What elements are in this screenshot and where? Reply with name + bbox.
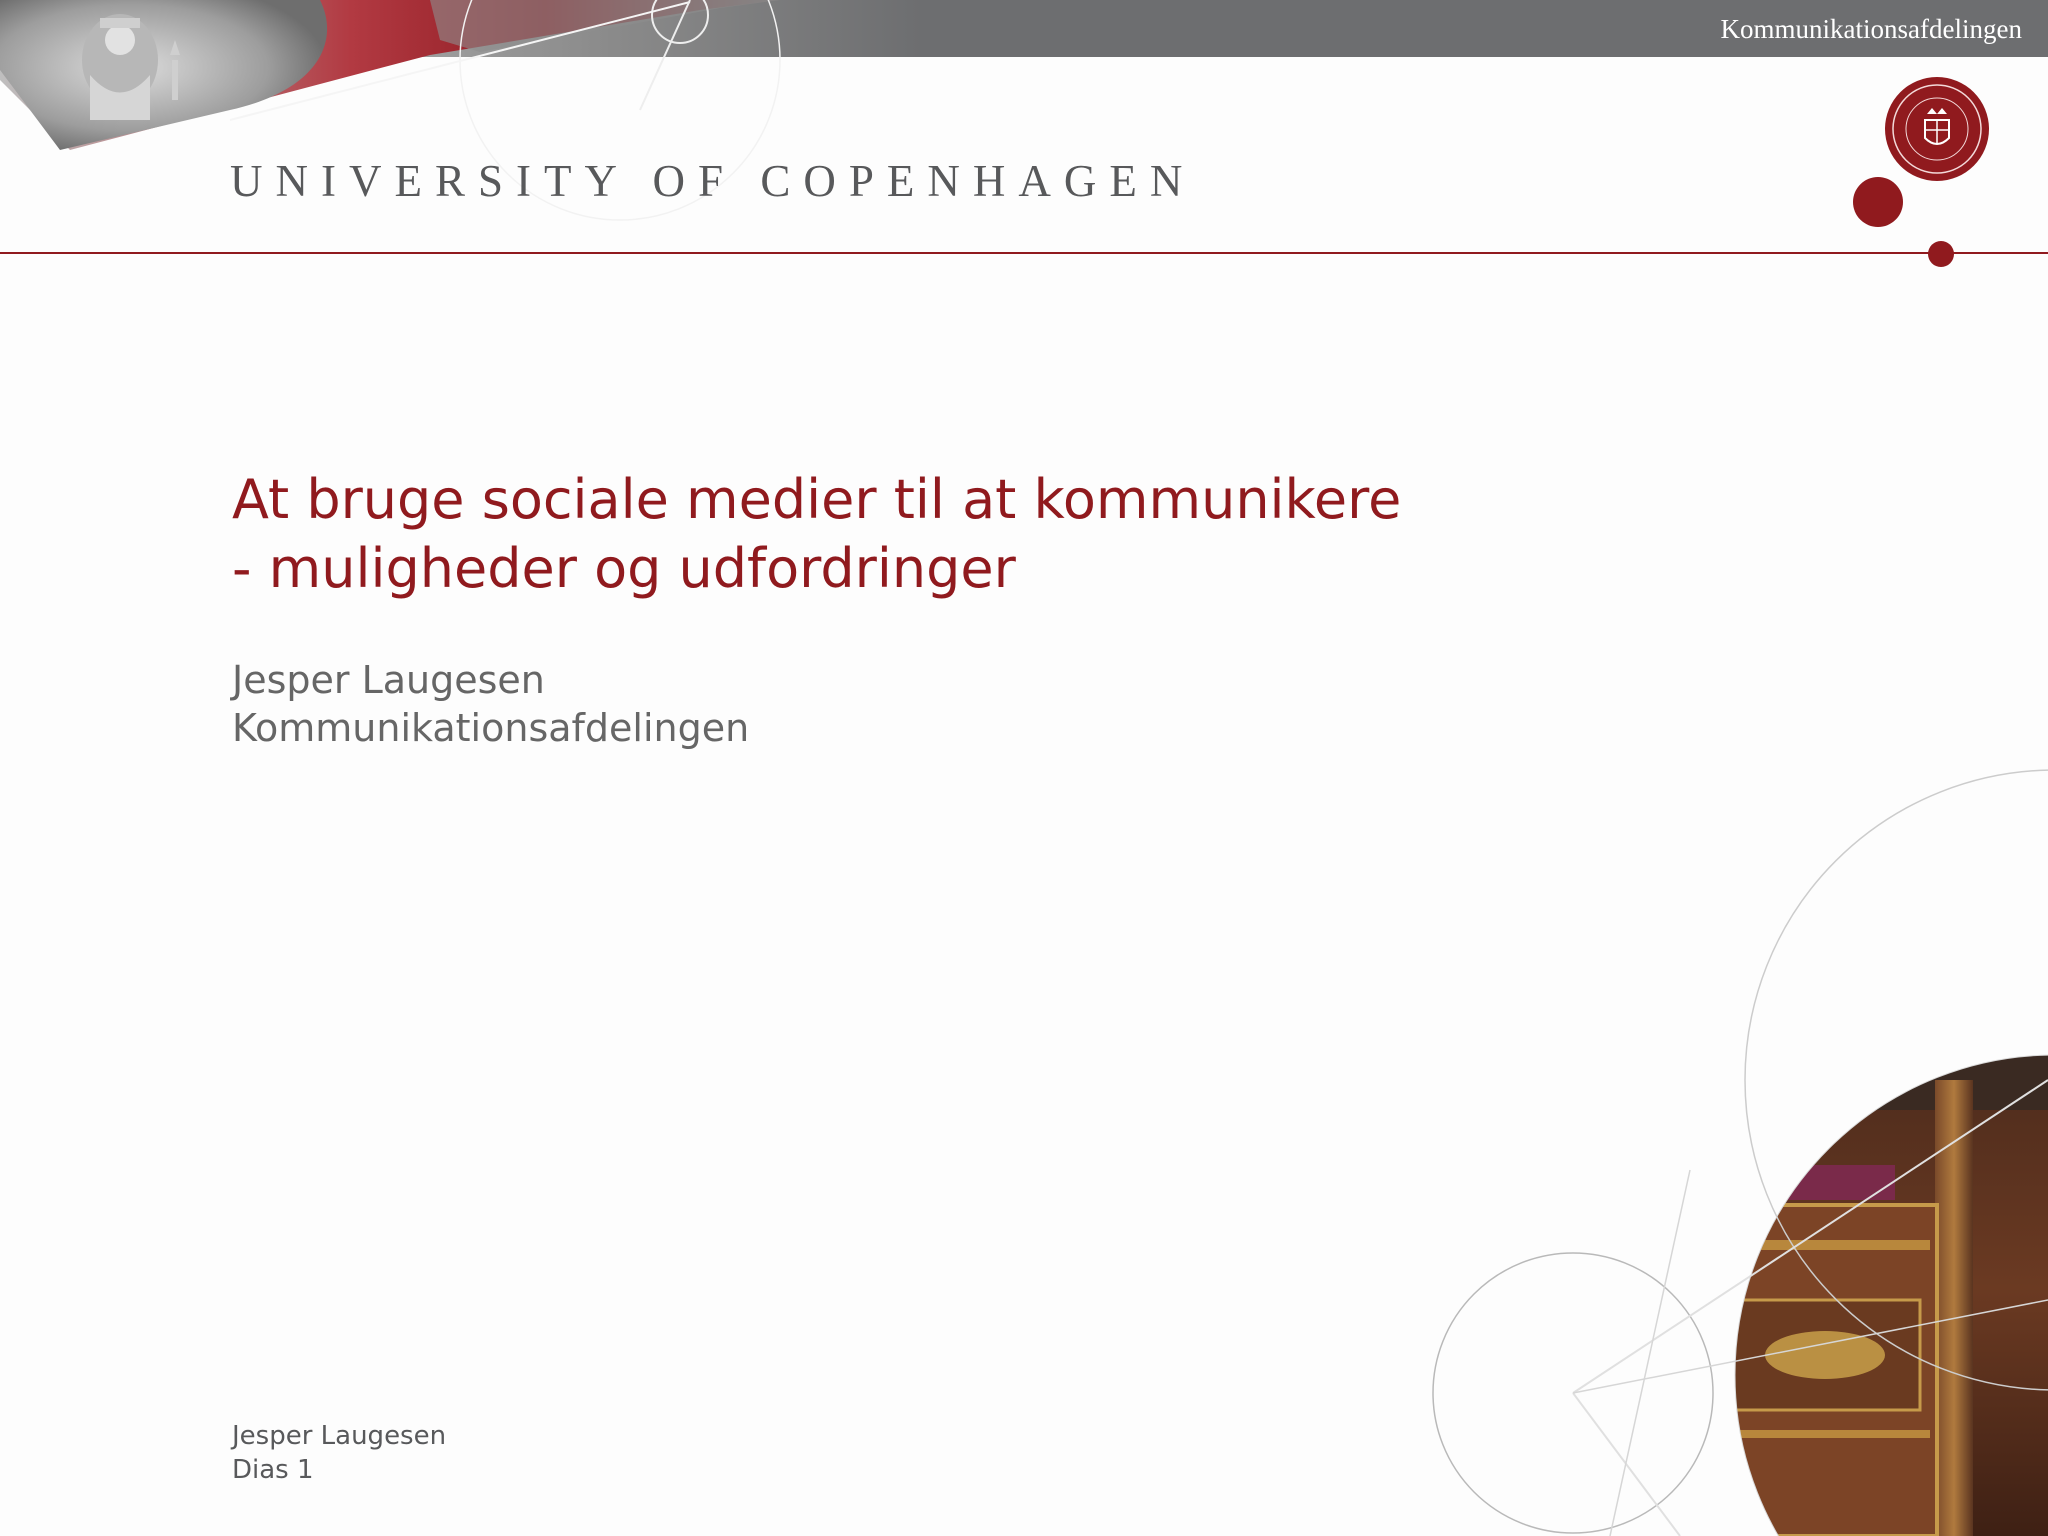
footer-author: Jesper Laugesen [232,1421,447,1451]
slide-title-line2: - muligheder og udfordringer [232,537,1016,600]
presenter-department: Kommunikationsafdelingen [232,706,750,750]
university-wordmark: UNIVERSITY OF COPENHAGEN [230,156,1196,206]
header-department-label: Kommunikationsafdelingen [1720,14,2022,44]
slide-title-line1: At bruge sociale medier til at kommunikere [232,468,1402,531]
presenter-name: Jesper Laugesen [232,658,545,702]
slide-footer [232,1419,446,1487]
slide-number: Dias 1 [232,1455,314,1485]
